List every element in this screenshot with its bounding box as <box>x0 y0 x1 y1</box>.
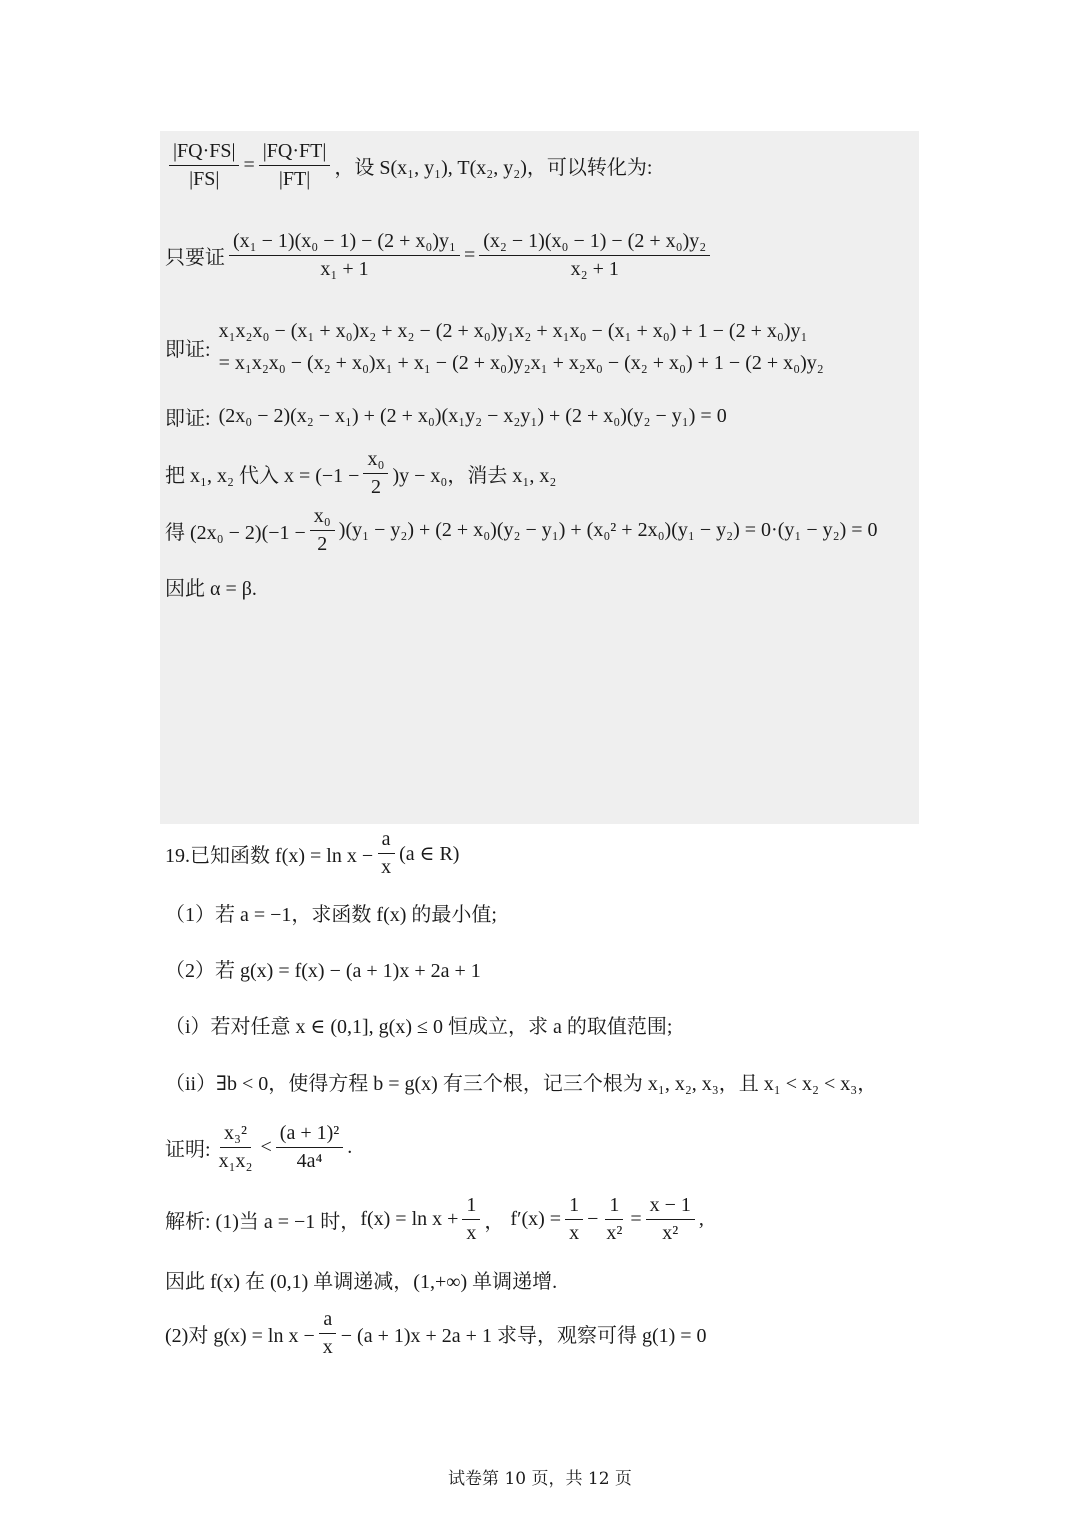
expr-prefix: 解析: (1)当 a = −1 时， <box>165 1211 361 1233</box>
solution-line-7 <box>165 572 257 601</box>
fraction <box>646 1194 695 1245</box>
denominator: x <box>381 856 392 878</box>
punctuation: ， <box>484 1211 505 1233</box>
solution-line-5 <box>165 448 556 499</box>
part-text: （i）若对任意 x ∈ (0,1], g(x) ≤ 0 恒成立，求 a 的取值范围; <box>165 1016 673 1038</box>
part-text: （1）若 a = −1，求函数 f(x) 的最小值; <box>165 904 497 926</box>
numerator: x₃² <box>220 1122 251 1148</box>
problem-19-stem <box>165 828 459 879</box>
equation-row: x₁x₂x₀ − (x₁ + x₀)x₂ + x₂ − (2 + x₀)y₁x₂ + x₁x₀ − (x₁ + x₀) + 1 − (2 + x₀)y₁ <box>218 320 808 342</box>
equation: (2x₀ − 2)(x₂ − x₁) + (2 + x₀)(x₁y₂ − x₂y₁) + (2 + x₀)(y₂ − y₁) = 0 <box>218 405 727 427</box>
denominator: 4a⁴ <box>296 1150 323 1172</box>
fraction <box>602 1194 626 1245</box>
analysis-text: 因此 f(x) 在 (0,1) 单调递减，(1,+∞) 单调递增. <box>165 1271 558 1293</box>
denominator: x₂ + 1 <box>570 258 619 280</box>
operator: < <box>260 1136 272 1158</box>
denominator: x₁ + 1 <box>320 258 369 280</box>
problem-19-proof <box>165 1122 352 1173</box>
fraction <box>462 1194 480 1245</box>
expr: f′(x) = <box>510 1208 562 1230</box>
part-text: （ii）∃b < 0，使得方程 b = g(x) 有三个根，记三个根为 x₁, x₂, x₃，且 x₁ < x₂ < x₃， <box>165 1073 878 1095</box>
expr-suffix: )y − x₀，消去 x₁, x₂ <box>392 465 557 487</box>
numerator: a <box>378 828 395 854</box>
equals: = <box>463 244 476 266</box>
denominator: |FT| <box>278 168 311 190</box>
fraction <box>169 140 239 191</box>
solution-line-2 <box>165 230 714 281</box>
solution-line-3 <box>165 315 824 379</box>
numerator: 1 <box>565 1194 583 1220</box>
problem-19-part-2-i <box>165 1010 672 1039</box>
expr-suffix: )(y₁ − y₂) + (2 + x₀)(y₂ − y₁) + (x₀² + 2x₀)(y₁ − y₂) = 0·(y₁ − y₂) = 0 <box>338 519 878 541</box>
numerator: x₀ <box>363 448 388 474</box>
numerator: x − 1 <box>646 1194 695 1220</box>
fraction <box>215 1122 257 1173</box>
expr-prefix: 把 x₁, x₂ 代入 x = (−1 − <box>165 465 360 487</box>
punctuation: , <box>698 1208 704 1230</box>
label: 只要证 <box>165 247 225 269</box>
fraction <box>259 140 331 191</box>
operator: = <box>630 1208 642 1230</box>
expr-prefix: 得 (2x₀ − 2)(−1 − <box>165 522 306 544</box>
numerator: 1 <box>605 1194 623 1220</box>
denominator: 2 <box>317 533 328 555</box>
denominator: |FS| <box>189 168 220 190</box>
equation-row: = x₁x₂x₀ − (x₂ + x₀)x₁ + x₁ − (2 + x₀)y₂x₁ + x₂x₀ − (x₂ + x₀) + 1 − (2 + x₀)y₂ <box>218 352 824 374</box>
label: 证明: <box>165 1139 211 1161</box>
denominator: x <box>322 1336 333 1358</box>
solution-line-1 <box>165 140 652 191</box>
fraction <box>377 828 395 879</box>
equals: = <box>243 154 255 176</box>
numerator: x₀ <box>310 505 335 531</box>
numerator: (x₂ − 1)(x₀ − 1) − (2 + x₀)y₂ <box>479 230 710 256</box>
fraction <box>363 448 388 499</box>
problem-19-part-1 <box>165 898 497 927</box>
conclusion: 因此 α = β. <box>165 578 257 600</box>
page-footer: 试卷第 10 页，共 12 页 <box>448 1469 632 1489</box>
solution-line-4 <box>165 402 727 431</box>
problem-19-part-2-ii <box>165 1067 877 1096</box>
label: 即证: <box>165 408 211 430</box>
numerator: (x₁ − 1)(x₀ − 1) − (2 + x₀)y₁ <box>229 230 460 256</box>
problem-19-part-2 <box>165 954 481 983</box>
line-text: ，设 S(x₁, y₁), T(x₂, y₂)，可以转化为: <box>334 157 653 179</box>
numerator: |FQ·FS| <box>169 140 239 166</box>
analysis-line-1 <box>165 1194 704 1245</box>
fraction <box>229 230 460 281</box>
expr-prefix: (2)对 g(x) = ln x − <box>165 1325 315 1347</box>
denominator: x <box>569 1222 580 1244</box>
numerator: a <box>319 1308 336 1334</box>
punctuation: . <box>347 1136 353 1158</box>
numerator: |FQ·FT| <box>259 140 331 166</box>
fraction <box>319 1308 337 1359</box>
numerator: 1 <box>462 1194 480 1220</box>
stem-suffix: (a ∈ R) <box>399 843 460 865</box>
fraction <box>565 1194 583 1245</box>
analysis-line-2 <box>165 1265 557 1294</box>
denominator: 2 <box>370 476 381 498</box>
stem-prefix: 19.已知函数 f(x) = ln x − <box>165 845 374 867</box>
numerator: (a + 1)² <box>276 1122 343 1148</box>
operator: − <box>587 1208 599 1230</box>
fraction <box>479 230 710 281</box>
denominator: x² <box>662 1222 679 1244</box>
analysis-line-3 <box>165 1308 707 1359</box>
denominator: x <box>466 1222 477 1244</box>
part-text: （2）若 g(x) = f(x) − (a + 1)x + 2a + 1 <box>165 960 481 982</box>
label: 即证: <box>165 338 211 361</box>
denominator: x₁x₂ <box>218 1150 253 1172</box>
fraction <box>276 1122 343 1173</box>
solution-line-6 <box>165 505 878 556</box>
fraction <box>310 505 335 556</box>
expr: f(x) = ln x + <box>360 1208 459 1230</box>
expr-suffix: − (a + 1)x + 2a + 1 求导，观察可得 g(1) = 0 <box>340 1325 707 1347</box>
equation-rows <box>219 315 824 379</box>
denominator: x² <box>606 1222 623 1244</box>
